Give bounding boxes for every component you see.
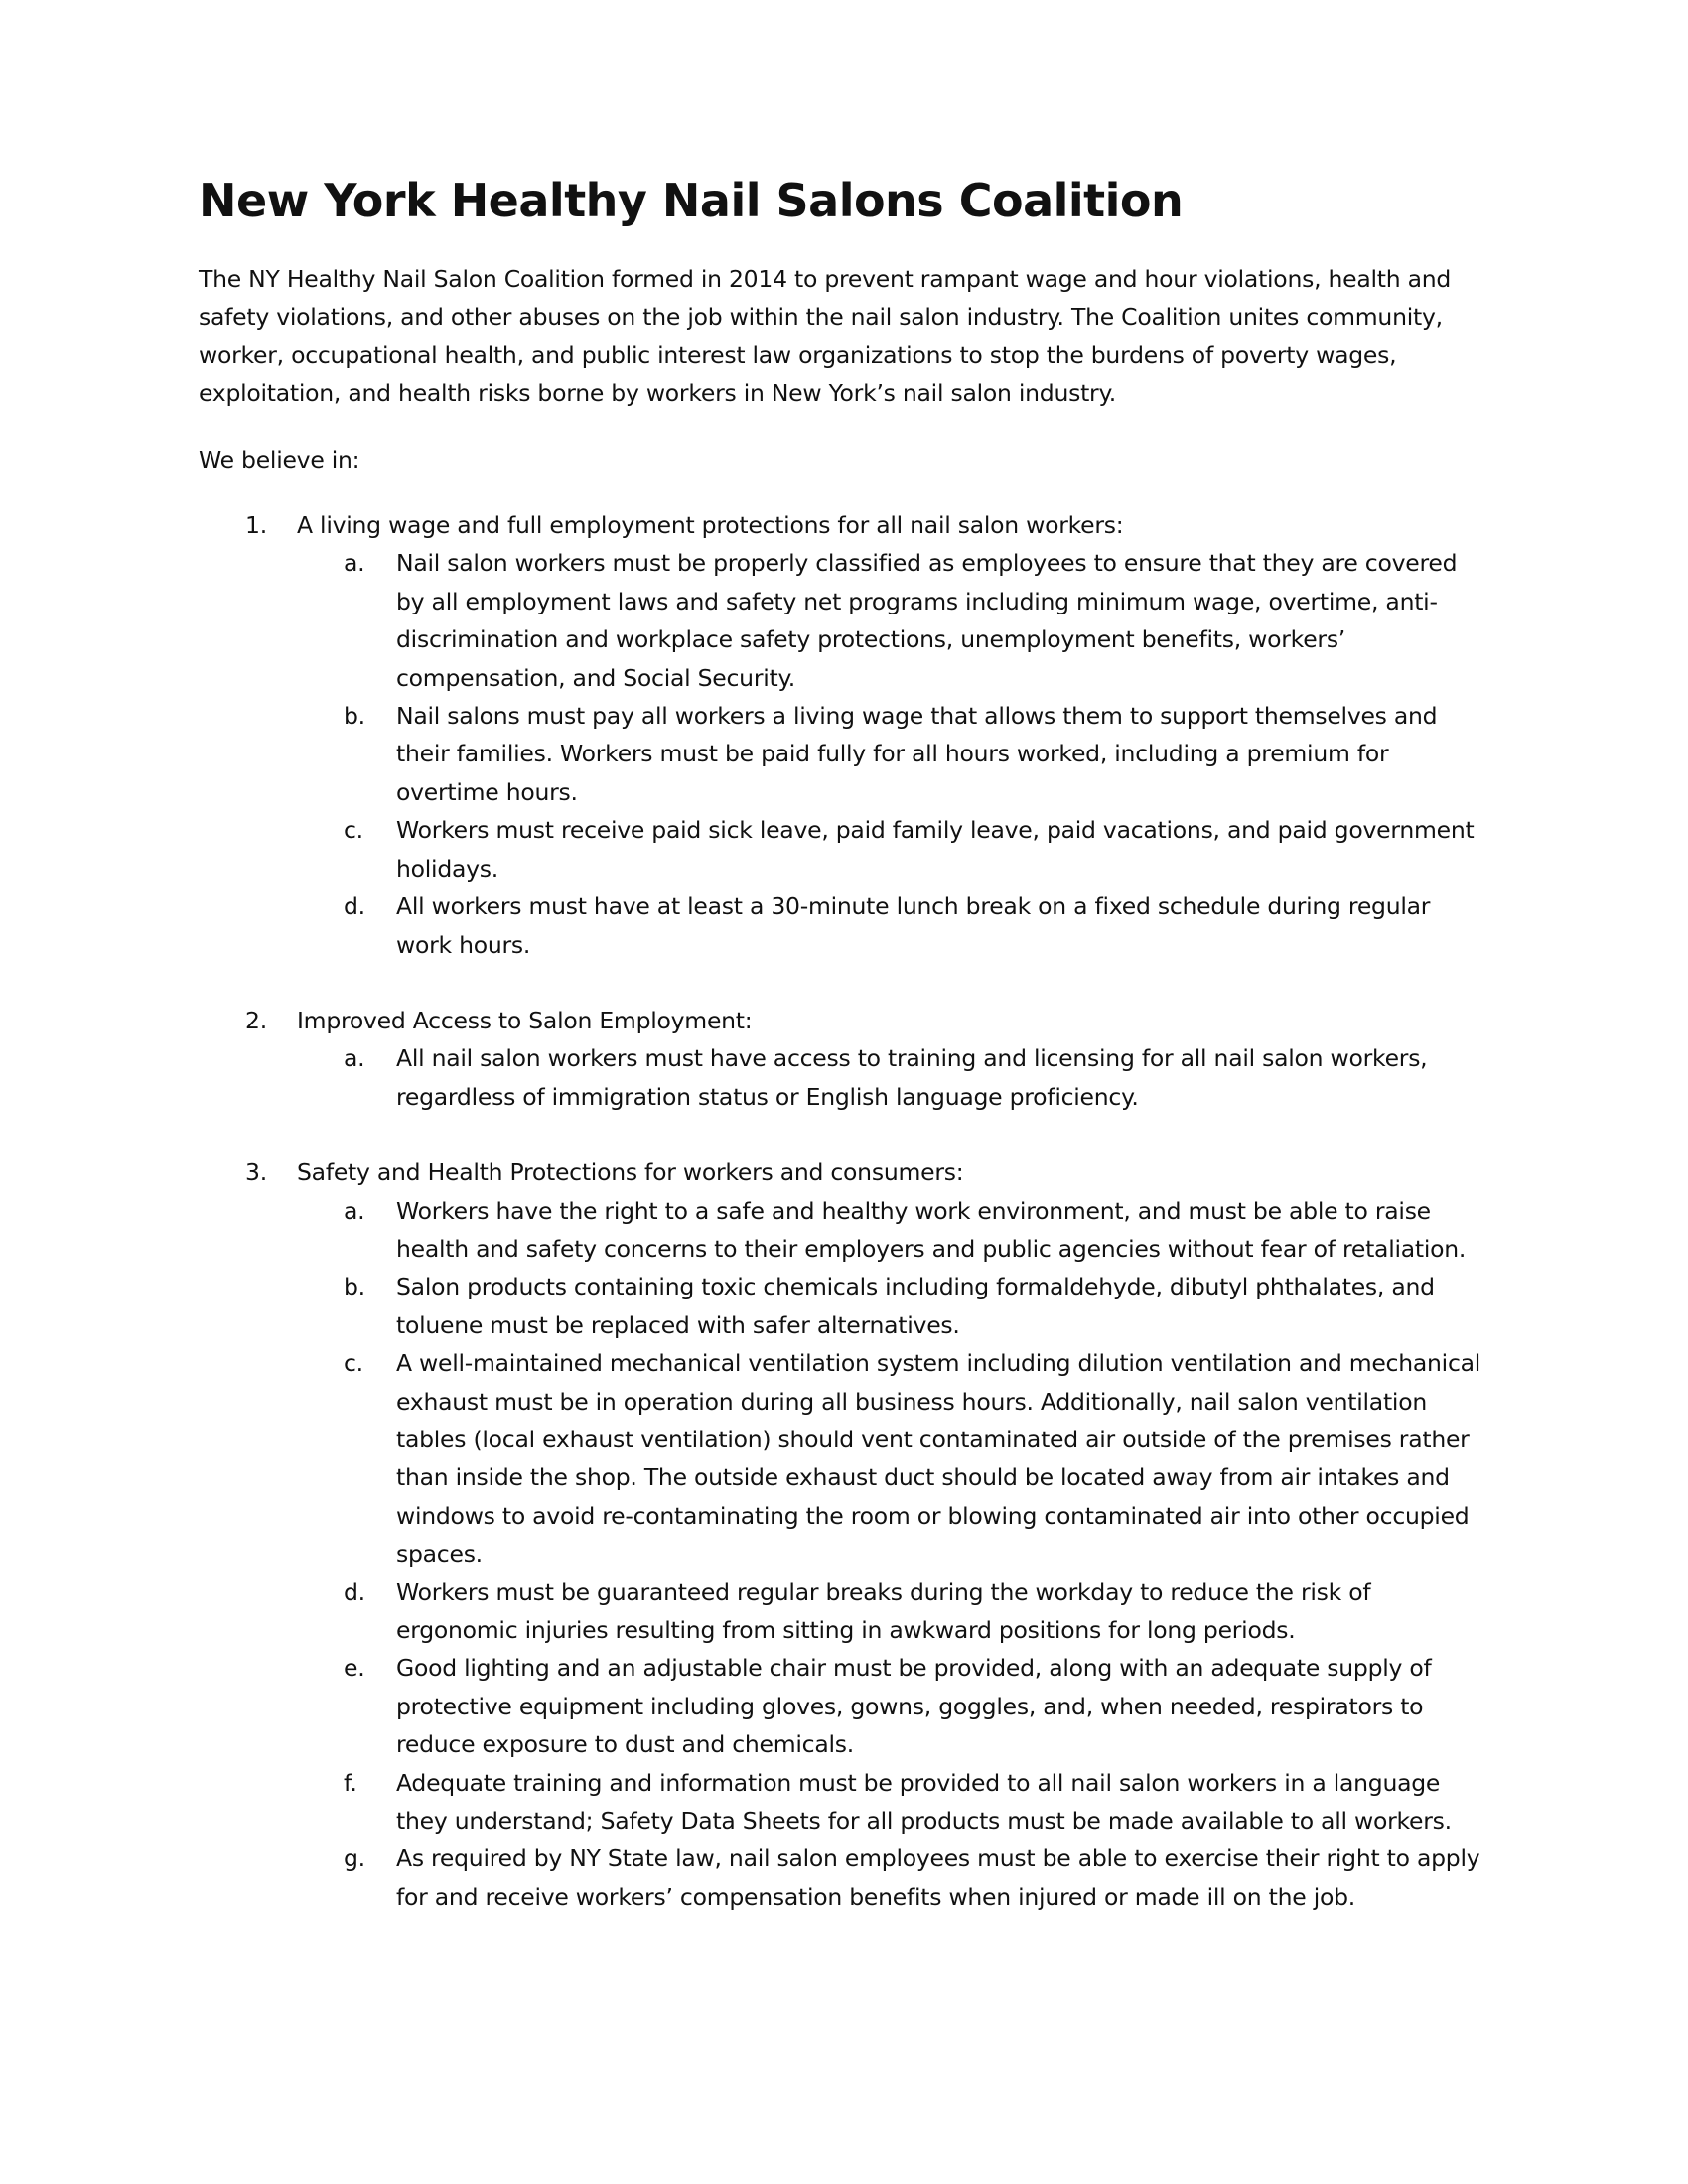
list-item <box>199 1344 1489 1572</box>
section-living-wage <box>199 506 1489 964</box>
item-text: All nail salon workers must have access to training and licensing for all nail salon workers, regardless of immigration status or English language proficiency. <box>396 1044 1428 1111</box>
item-text: All workers must have at least a 30-minute lunch break on a fixed schedule during regular work hours. <box>396 892 1431 959</box>
list-item <box>199 697 1489 811</box>
item-text: Workers have the right to a safe and healthy work environment, and must be able to raise health and safety concerns to their employers and public agencies without fear of retaliation. <box>396 1196 1467 1263</box>
item-text: As required by NY State law, nail salon employees must be able to exercise their right to apply for and receive workers’ compensation benefits when injured or made ill on the job. <box>396 1844 1480 1911</box>
section-title: Improved Access to Salon Employment: <box>297 1006 753 1034</box>
document-title: New York Healthy Nail Salons Coalition <box>199 174 1184 227</box>
item-text: Good lighting and an adjustable chair must be provided, along with an adequate supply of protective equipment including gloves, gowns, goggles, and, when needed, respirators to reduce exposure to dust and chemicals. <box>396 1654 1432 1759</box>
item-letter: c. <box>344 1349 363 1378</box>
list-item <box>199 1764 1489 1841</box>
section-title: A living wage and full employment protections for all nail salon workers: <box>297 511 1124 540</box>
believe-statement: We believe in: <box>199 445 360 474</box>
item-letter: c. <box>344 816 363 845</box>
section-access <box>199 1002 1489 1116</box>
section-title: Safety and Health Protections for workers and consumers: <box>297 1159 964 1187</box>
item-letter: d. <box>344 1577 365 1606</box>
item-letter: e. <box>344 1654 365 1683</box>
list-item <box>199 1192 1489 1269</box>
item-letter: a. <box>344 1196 365 1225</box>
intro-paragraph: The NY Healthy Nail Salon Coalition formed in 2014 to prevent rampant wage and hour violations, health and safety violations, and other abuses on the job within the nail salon industry. The Coalition unites community, worker, occupational health, and public interest law organizations to stop the burdens of poverty wages, exploitation, and health risks borne by workers in New York’s nail salon industry. <box>199 265 1452 408</box>
document-body <box>199 167 1489 1916</box>
item-text: Workers must be guaranteed regular breaks during the workday to reduce the risk of ergonomic injuries resulting from sitting in awkward positions for long periods. <box>396 1577 1371 1644</box>
list-item <box>199 811 1489 887</box>
item-letter: g. <box>344 1844 365 1873</box>
section-number: 2. <box>245 1006 267 1034</box>
item-text: Nail salon workers must be properly classified as employees to ensure that they are covered by all employment laws and safety net programs including minimum wage, overtime, anti-discrimination and workplace safety protections, unemployment benefits, workers’ compensation, and Social Security. <box>396 549 1458 692</box>
list-item <box>199 1039 1489 1116</box>
item-text: Adequate training and information must be provided to all nail salon workers in a language they understand; Safety Data Sheets for all products must be made available to all workers. <box>396 1768 1452 1836</box>
item-letter: a. <box>344 549 365 578</box>
item-text: Workers must receive paid sick leave, paid family leave, paid vacations, and paid government holidays. <box>396 816 1475 883</box>
section-safety-health <box>199 1154 1489 1916</box>
item-letter: b. <box>344 1273 365 1301</box>
item-text: Nail salons must pay all workers a living wage that allows them to support themselves and their families. Workers must be paid fully for all hours worked, including a premium for overtime hours. <box>396 702 1438 806</box>
list-item <box>199 544 1489 697</box>
section-heading <box>199 1002 1489 1039</box>
list-item <box>199 1649 1489 1763</box>
list-item <box>199 1268 1489 1344</box>
section-heading <box>199 506 1489 544</box>
list-item <box>199 1840 1489 1916</box>
list-item <box>199 1573 1489 1650</box>
item-text: Salon products containing toxic chemicals including formaldehyde, dibutyl phthalates, and toluene must be replaced with safer alternatives. <box>396 1273 1435 1339</box>
section-number: 1. <box>245 511 267 540</box>
section-number: 3. <box>245 1159 267 1187</box>
list-item <box>199 887 1489 964</box>
section-heading <box>199 1154 1489 1191</box>
item-letter: b. <box>344 702 365 731</box>
item-text: A well-maintained mechanical ventilation system including dilution ventilation and mechanical exhaust must be in operation during all business hours. Additionally, nail salon ventilation tables (local exhaust ventilation) should vent contaminated air outside of the premises rather than inside the shop. The outside exhaust duct should be located away from air intakes and windows to avoid re-contaminating the room or blowing contaminated air into other occupied spaces. <box>396 1349 1481 1569</box>
item-letter: d. <box>344 892 365 921</box>
item-letter: f. <box>344 1768 357 1797</box>
item-letter: a. <box>344 1044 365 1073</box>
